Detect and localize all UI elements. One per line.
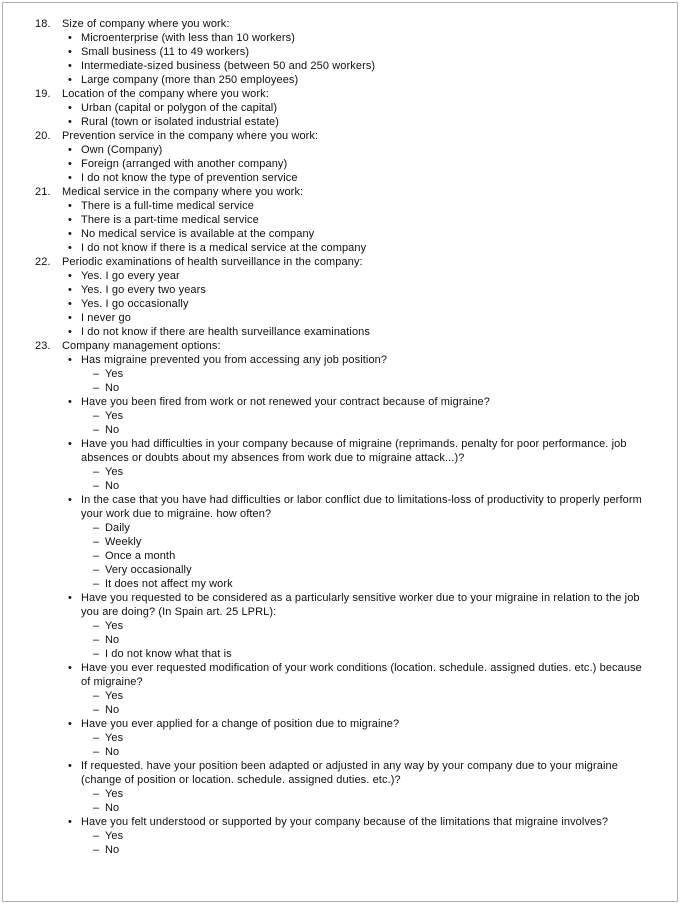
option-label: In the case that you have had difficulties or labor conflict due to limitations-loss of productivity to properly perform your work due to migraine. how often? — [81, 494, 642, 520]
sub-option-label: No — [105, 704, 120, 716]
sub-option-label: Yes — [105, 788, 124, 800]
sub-option-label: Yes — [105, 368, 124, 380]
sub-options-list — [81, 521, 651, 591]
option-label: Has migraine prevented you from accessing any job position? — [81, 354, 388, 366]
questionnaire-page — [2, 2, 678, 902]
dash-icon: – — [93, 690, 100, 702]
option-item — [68, 283, 651, 297]
dash-icon: – — [93, 424, 100, 436]
option-item — [68, 213, 651, 227]
dash-icon: – — [93, 466, 100, 478]
dash-icon: – — [93, 648, 100, 660]
option-item — [68, 199, 651, 213]
sub-option-item — [93, 633, 651, 647]
option-item — [68, 353, 651, 395]
option-label: Urban (capital or polygon of the capital) — [81, 102, 278, 114]
bullet-icon: • — [68, 46, 72, 58]
sub-option-label: Daily — [105, 522, 130, 534]
dash-icon: – — [93, 410, 100, 422]
dash-icon: – — [93, 844, 100, 856]
dash-icon: – — [93, 620, 100, 632]
bullet-icon: • — [68, 102, 72, 114]
question-list — [35, 17, 651, 857]
option-label: Own (Company) — [81, 144, 163, 156]
option-label: I do not know if there is a medical service at the company — [81, 242, 367, 254]
option-label: Intermediate-sized business (between 50 and 250 workers) — [81, 60, 376, 72]
sub-option-item — [93, 787, 651, 801]
bullet-icon: • — [68, 200, 72, 212]
bullet-icon: • — [68, 760, 72, 772]
sub-options-list — [81, 409, 651, 437]
option-body — [81, 353, 651, 395]
bullet-icon: • — [68, 326, 72, 338]
sub-option-label: Once a month — [105, 550, 176, 562]
question-item — [35, 17, 651, 87]
option-body — [81, 395, 651, 437]
sub-option-label: No — [105, 634, 120, 646]
bullet-icon: • — [68, 816, 72, 828]
option-item — [68, 325, 651, 339]
sub-option-item — [93, 465, 651, 479]
sub-option-label: Yes — [105, 830, 124, 842]
question-line — [35, 339, 651, 353]
option-label: Yes. I go every year — [81, 270, 180, 282]
option-body — [81, 325, 651, 339]
sub-option-label: Yes — [105, 410, 124, 422]
option-item — [68, 717, 651, 759]
dash-icon: – — [93, 802, 100, 814]
option-item — [68, 661, 651, 717]
sub-option-label: Yes — [105, 620, 124, 632]
dash-icon: – — [93, 746, 100, 758]
option-label: I never go — [81, 312, 131, 324]
option-item — [68, 815, 651, 857]
bullet-icon: • — [68, 396, 72, 408]
question-item — [35, 185, 651, 255]
dash-icon: – — [93, 368, 100, 380]
option-label: Have you requested to be considered as a particularly sensitive worker due to your migraine in relation to the job you are doing? (In Spain art. 25 LPRL): — [81, 592, 640, 618]
bullet-icon: • — [68, 718, 72, 730]
option-item — [68, 759, 651, 815]
option-body — [81, 227, 651, 241]
option-label: Yes. I go occasionally — [81, 298, 189, 310]
option-item — [68, 269, 651, 283]
option-body — [81, 73, 651, 87]
question-line — [35, 129, 651, 143]
option-label: Have you been fired from work or not renewed your contract because of migraine? — [81, 396, 490, 408]
option-item — [68, 493, 651, 591]
sub-option-item — [93, 829, 651, 843]
sub-option-item — [93, 689, 651, 703]
sub-options-list — [81, 829, 651, 857]
sub-option-item — [93, 409, 651, 423]
bullet-icon: • — [68, 60, 72, 72]
sub-option-label: No — [105, 844, 120, 856]
bullet-icon: • — [68, 284, 72, 296]
sub-options-list — [81, 689, 651, 717]
option-item — [68, 241, 651, 255]
option-label: If requested. have your position been adapted or adjusted in any way by your company due to your migraine (change of position or location. schedule. assigned duties. etc.)? — [81, 760, 618, 786]
dash-icon: – — [93, 732, 100, 744]
question-line — [35, 17, 651, 31]
sub-option-item — [93, 801, 651, 815]
option-body — [81, 437, 651, 493]
bullet-icon: • — [68, 354, 72, 366]
option-label: Microenterprise (with less than 10 workers) — [81, 32, 295, 44]
sub-option-item — [93, 577, 651, 591]
question-text: Company management options: — [62, 340, 221, 352]
option-body — [81, 59, 651, 73]
bullet-icon: • — [68, 116, 72, 128]
dash-icon: – — [93, 522, 100, 534]
question-text: Location of the company where you work: — [62, 88, 269, 100]
option-body — [81, 717, 651, 759]
sub-options-list — [81, 367, 651, 395]
options-list — [35, 31, 651, 87]
bullet-icon: • — [68, 32, 72, 44]
sub-option-label: It does not affect my work — [105, 578, 233, 590]
option-label: Foreign (arranged with another company) — [81, 158, 288, 170]
option-item — [68, 395, 651, 437]
bullet-icon: • — [68, 242, 72, 254]
question-item — [35, 87, 651, 129]
option-body — [81, 45, 651, 59]
option-label: I do not know the type of prevention service — [81, 172, 298, 184]
question-text: Prevention service in the company where you work: — [62, 130, 319, 142]
dash-icon: – — [93, 480, 100, 492]
dash-icon: – — [93, 704, 100, 716]
dash-icon: – — [93, 634, 100, 646]
sub-option-item — [93, 535, 651, 549]
sub-option-item — [93, 563, 651, 577]
option-item — [68, 297, 651, 311]
option-item — [68, 171, 651, 185]
option-label: Have you ever applied for a change of position due to migraine? — [81, 718, 400, 730]
option-body — [81, 815, 651, 857]
options-list — [35, 269, 651, 339]
option-item — [68, 31, 651, 45]
bullet-icon: • — [68, 172, 72, 184]
option-body — [81, 759, 651, 815]
bullet-icon: • — [68, 158, 72, 170]
option-label: Large company (more than 250 employees) — [81, 74, 299, 86]
sub-option-item — [93, 619, 651, 633]
option-label: Yes. I go every two years — [81, 284, 206, 296]
option-label: No medical service is available at the company — [81, 228, 315, 240]
sub-option-item — [93, 549, 651, 563]
dash-icon: – — [93, 830, 100, 842]
question-number: 21. — [35, 186, 51, 198]
option-label: There is a part-time medical service — [81, 214, 259, 226]
sub-option-item — [93, 521, 651, 535]
bullet-icon: • — [68, 144, 72, 156]
option-item — [68, 101, 651, 115]
option-item — [68, 73, 651, 87]
bullet-icon: • — [68, 438, 72, 450]
sub-option-label: Weekly — [105, 536, 142, 548]
option-item — [68, 59, 651, 73]
option-body — [81, 213, 651, 227]
sub-option-item — [93, 843, 651, 857]
bullet-icon: • — [68, 214, 72, 226]
option-body — [81, 591, 651, 661]
option-label: Have you felt understood or supported by your company because of the limitations that migraine involves? — [81, 816, 609, 828]
option-body — [81, 241, 651, 255]
option-body — [81, 143, 651, 157]
sub-option-item — [93, 381, 651, 395]
bullet-icon: • — [68, 228, 72, 240]
bullet-icon: • — [68, 74, 72, 86]
option-body — [81, 283, 651, 297]
bullet-icon: • — [68, 662, 72, 674]
option-label: There is a full-time medical service — [81, 200, 254, 212]
option-item — [68, 157, 651, 171]
sub-option-item — [93, 367, 651, 381]
option-label: Rural (town or isolated industrial estate) — [81, 116, 280, 128]
sub-option-item — [93, 731, 651, 745]
question-item — [35, 129, 651, 185]
option-body — [81, 171, 651, 185]
sub-option-label: No — [105, 382, 120, 394]
question-text: Medical service in the company where you work: — [62, 186, 304, 198]
question-text: Periodic examinations of health surveillance in the company: — [62, 256, 363, 268]
option-label: Have you ever requested modification of your work conditions (location. schedule. assigned duties. etc.) because of migraine? — [81, 662, 642, 688]
sub-option-item — [93, 745, 651, 759]
option-label: I do not know if there are health surveillance examinations — [81, 326, 371, 338]
question-line — [35, 255, 651, 269]
option-item — [68, 45, 651, 59]
option-label: Small business (11 to 49 workers) — [81, 46, 250, 58]
options-list — [35, 199, 651, 255]
sub-option-label: No — [105, 802, 120, 814]
question-text: Size of company where you work: — [62, 18, 230, 30]
question-item — [35, 255, 651, 339]
question-number: 19. — [35, 88, 51, 100]
sub-option-label: Yes — [105, 466, 124, 478]
option-body — [81, 115, 651, 129]
question-number: 23. — [35, 340, 51, 352]
sub-option-label: No — [105, 424, 120, 436]
dash-icon: – — [93, 536, 100, 548]
options-list — [35, 143, 651, 185]
dash-icon: – — [93, 564, 100, 576]
bullet-icon: • — [68, 298, 72, 310]
sub-options-list — [81, 787, 651, 815]
sub-options-list — [81, 731, 651, 759]
bullet-icon: • — [68, 270, 72, 282]
sub-option-item — [93, 479, 651, 493]
sub-option-label: No — [105, 746, 120, 758]
option-body — [81, 199, 651, 213]
option-body — [81, 101, 651, 115]
option-item — [68, 311, 651, 325]
option-label: Have you had difficulties in your company because of migraine (reprimands. penalty for poor performance. job absences or doubts about my absences from work due to migraine attack...)? — [81, 438, 627, 464]
sub-option-item — [93, 647, 651, 661]
sub-option-label: Yes — [105, 690, 124, 702]
option-item — [68, 227, 651, 241]
question-number: 20. — [35, 130, 51, 142]
options-list — [35, 101, 651, 129]
sub-option-label: No — [105, 480, 120, 492]
option-body — [81, 661, 651, 717]
option-item — [68, 591, 651, 661]
option-body — [81, 269, 651, 283]
option-body — [81, 311, 651, 325]
bullet-icon: • — [68, 592, 72, 604]
question-line — [35, 185, 651, 199]
option-body — [81, 493, 651, 591]
sub-option-item — [93, 703, 651, 717]
bullet-icon: • — [68, 494, 72, 506]
sub-option-item — [93, 423, 651, 437]
options-list — [35, 353, 651, 857]
question-item — [35, 339, 651, 857]
sub-options-list — [81, 619, 651, 661]
option-body — [81, 157, 651, 171]
question-number: 22. — [35, 256, 51, 268]
option-item — [68, 115, 651, 129]
option-body — [81, 297, 651, 311]
option-item — [68, 437, 651, 493]
sub-option-label: Yes — [105, 732, 124, 744]
dash-icon: – — [93, 382, 100, 394]
question-line — [35, 87, 651, 101]
sub-option-label: I do not know what that is — [105, 648, 232, 660]
dash-icon: – — [93, 578, 100, 590]
sub-option-label: Very occasionally — [105, 564, 192, 576]
option-body — [81, 31, 651, 45]
sub-options-list — [81, 465, 651, 493]
dash-icon: – — [93, 788, 100, 800]
option-item — [68, 143, 651, 157]
bullet-icon: • — [68, 312, 72, 324]
question-number: 18. — [35, 18, 51, 30]
dash-icon: – — [93, 550, 100, 562]
